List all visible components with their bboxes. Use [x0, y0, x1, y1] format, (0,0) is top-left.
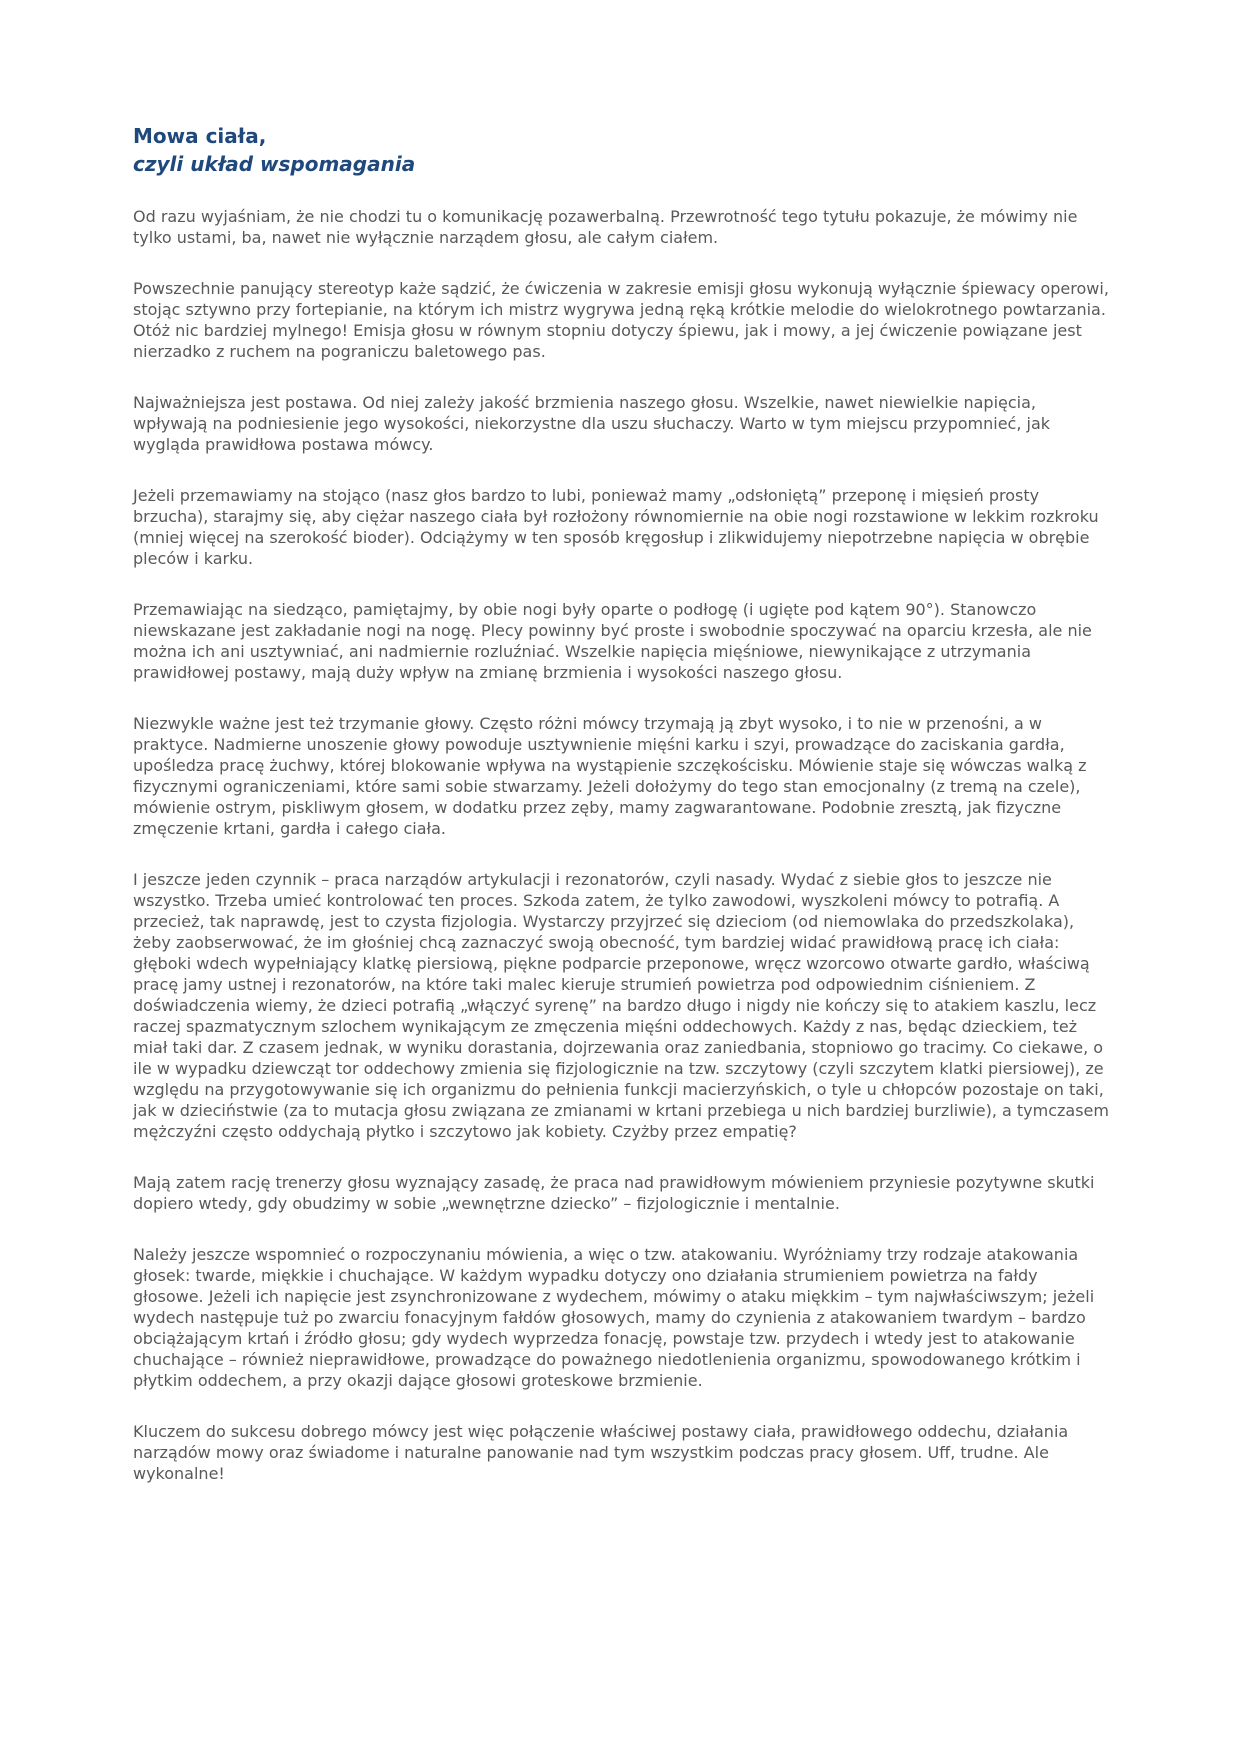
paragraph: I jeszcze jeden czynnik – praca narządów artykulacji i rezonatorów, czyli nasady. Wydać z siebie głos to jeszcze nie wszystko. Trzeba umieć kontrolować ten proces. Szkoda zatem, że tylko zawodowi, wyszkoleni mówcy to potrafią. A przecież, tak naprawdę, jest to czysta fizjologia. Wystarczy przyjrzeć się dzieciom (od niemowlaka do przedszkolaka), żeby zaobserwować, że im głośniej chcą zaznaczyć swoją obecność, tym bardziej widać prawidłową pracę ich ciała: głęboki wdech wypełniający klatkę piersiową, piękne podparcie przeponowe, wręcz wzorcowo otwarte gardło, właściwą pracę jamy ustnej i rezonatorów, na które taki malec kieruje strumień powietrza pod odpowiednim ciśnieniem. Z doświadczenia wiemy, że dzieci potrafią „włączyć syrenę” na bardzo długo i nigdy nie kończy się to atakiem kaszlu, lecz raczej spazmatycznym szlochem wynikającym ze zmęczenia mięśni oddechowych. Każdy z nas, będąc dzieckiem, też miał taki dar. Z czasem jednak, w wyniku dorastania, dojrzewania oraz zaniedbania, stopniowo go tracimy. Co ciekawe, o ile w wypadku dziewcząt tor oddechowy zmienia się fizjologicznie na tzw. szczytowy (czyli szczytem klatki piersiowej), ze względu na przygotowywanie się ich organizmu do pełnienia funkcji macierzyńskich, o tyle u chłopców pozostaje on taki, jak w dzieciństwie (za to mutacja głosu związana ze zmianami w krtani przebiega u nich bardziej burzliwie), a tymczasem mężczyźni często oddychają płytko i szczytowo jak kobiety. Czyżby przez empatię? — [133, 870, 1109, 1141]
document-title: Mowa ciała, — [133, 124, 267, 148]
document-subtitle: czyli układ wspomagania — [133, 152, 416, 176]
paragraph: Mają zatem rację trenerzy głosu wyznający zasadę, że praca nad prawidłowym mówieniem przyniesie pozytywne skutki dopiero wtedy, gdy obudzimy w sobie „wewnętrzne dziecko” – fizjologicznie i mentalnie. — [133, 1173, 1095, 1213]
paragraph: Powszechnie panujący stereotyp każe sądzić, że ćwiczenia w zakresie emisji głosu wykonują wyłącznie śpiewacy operowi, stojąc sztywno przy fortepianie, na którym ich mistrz wygrywa jedną ręką krótkie melodie do wielokrotnego powtarzania. Otóż nic bardziej mylnego! Emisja głosu w równym stopniu dotyczy śpiewu, jak i mowy, a jej ćwiczenie powiązane jest nierzadko z ruchem na pograniczu baletowego pas. — [133, 279, 1109, 361]
document-body — [133, 206, 1110, 1484]
paragraph: Kluczem do sukcesu dobrego mówcy jest więc połączenie właściwej postawy ciała, prawidłowego oddechu, działania narządów mowy oraz świadome i naturalne panowanie nad tym wszystkim podczas pracy głosem. Uff, trudne. Ale wykonalne! — [133, 1422, 1069, 1483]
paragraph: Niezwykle ważne jest też trzymanie głowy. Często różni mówcy trzymają ją zbyt wysoko, i to nie w przenośni, a w praktyce. Nadmierne unoszenie głowy powoduje usztywnienie mięśni karku i szyi, prowadzące do zaciskania gardła, upośledza pracę żuchwy, której blokowanie wpływa na wystąpienie szczękościsku. Mówienie staje się wówczas walką z fizycznymi ograniczeniami, które sami sobie stwarzamy. Jeżeli dołożymy do tego stan emocjonalny (z tremą na czele), mówienie ostrym, piskliwym głosem, w dodatku przez zęby, mamy zagwarantowane. Podobnie zresztą, jak fizyczne zmęczenie krtani, gardła i całego ciała. — [133, 714, 1087, 838]
paragraph: Należy jeszcze wspomnieć o rozpoczynaniu mówienia, a więc o tzw. atakowaniu. Wyróżniamy trzy rodzaje atakowania głosek: twarde, miękkie i chuchające. W każdym wypadku dotyczy ono działania strumieniem powietrza na fałdy głosowe. Jeżeli ich napięcie jest zsynchronizowane z wydechem, mówimy o ataku miękkim – tym najwłaściwszym; jeżeli wydech następuje tuż po zwarciu fonacyjnym fałdów głosowych, mamy do czynienia z atakowaniem twardym – bardzo obciążającym krtań i źródło głosu; gdy wydech wyprzedza fonację, powstaje tzw. przydech i wtedy jest to atakowanie chuchające – również nieprawidłowe, prowadzące do poważnego niedotlenienia organizmu, spowodowanego krótkim i płytkim oddechem, a przy okazji dające głosowi groteskowe brzmienie. — [133, 1245, 1095, 1390]
paragraph: Przemawiając na siedząco, pamiętajmy, by obie nogi były oparte o podłogę (i ugięte pod kątem 90°). Stanowczo niewskazane jest zakładanie nogi na nogę. Plecy powinny być proste i swobodnie spoczywać na oparciu krzesła, ale nie można ich ani usztywniać, ani nadmiernie rozluźniać. Wszelkie napięcia mięśniowe, niewynikające z utrzymania prawidłowej postawy, mają duży wpływ na zmianę brzmienia i wysokości naszego głosu. — [133, 600, 1092, 682]
paragraph: Jeżeli przemawiamy na stojąco (nasz głos bardzo to lubi, ponieważ mamy „odsłoniętą” przeponę i mięsień prosty brzucha), starajmy się, aby ciężar naszego ciała był rozłożony równomiernie na obie nogi rozstawione w lekkim rozkroku (mniej więcej na szerokość bioder). Odciążymy w ten sposób kręgosłup i zlikwidujemy niepotrzebne napięcia w obrębie pleców i karku. — [133, 486, 1099, 568]
paragraph: Najważniejsza jest postawa. Od niej zależy jakość brzmienia naszego głosu. Wszelkie, nawet niewielkie napięcia, wpływają na podniesienie jego wysokości, niekorzystne dla uszu słuchaczy. Warto w tym miejscu przypomnieć, jak wygląda prawidłowa postawa mówcy. — [133, 393, 1051, 454]
paragraph: Od razu wyjaśniam, że nie chodzi tu o komunikację pozawerbalną. Przewrotność tego tytułu pokazuje, że mówimy nie tylko ustami, ba, nawet nie wyłącznie narządem głosu, ale całym ciałem. — [133, 207, 1078, 247]
